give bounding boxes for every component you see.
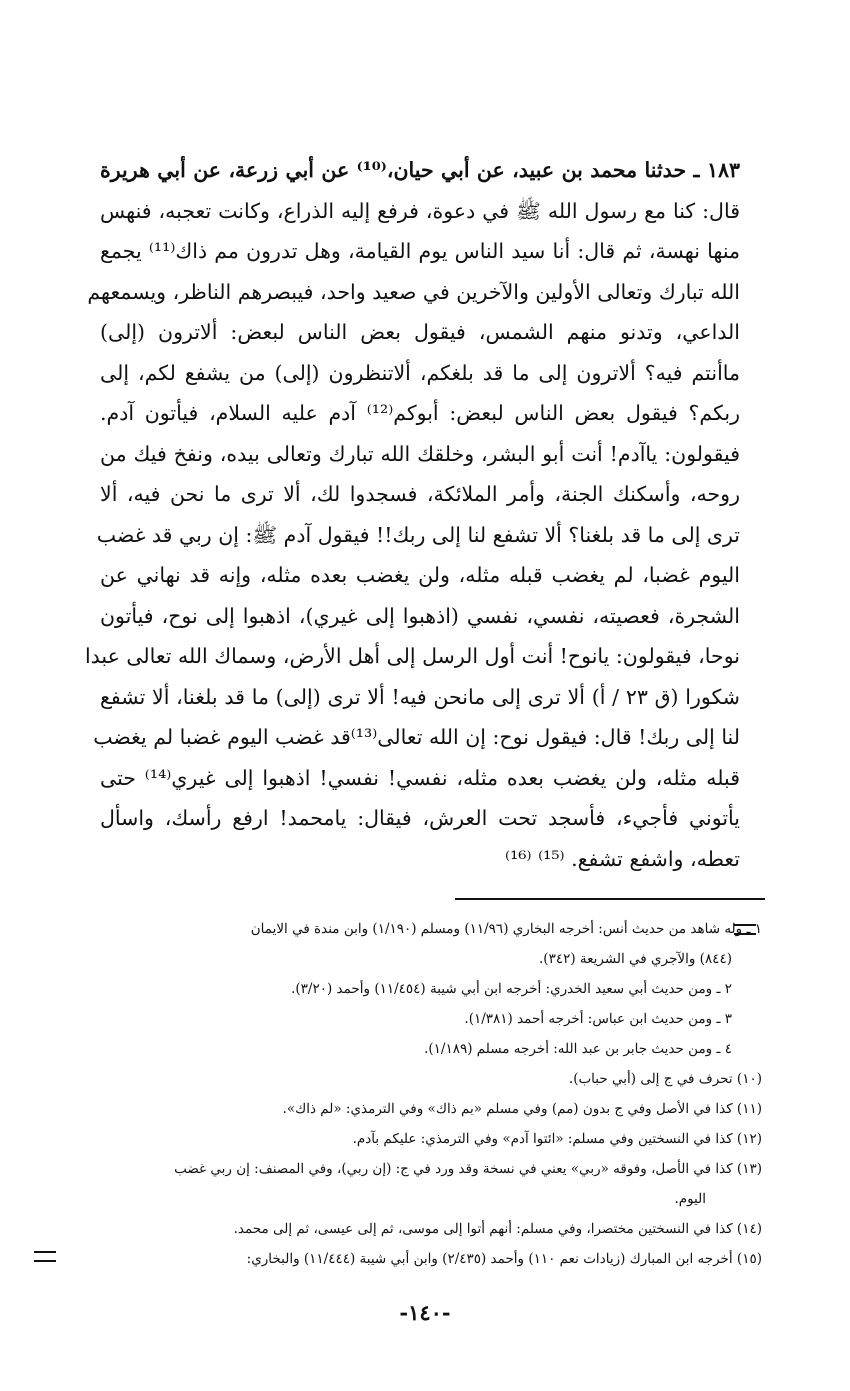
text-line: يأتوني فأجيء، فأسجد تحت العرش، فيقال: يامحمد! ارفع رأسك، واسأل [100,806,740,830]
footnote-line: ١ ـ وله شاهد من حديث أنس: أخرجه البخاري (١١/٩٦) ومسلم (١/١٩٠) وابن مندة في الايمان [250,921,762,937]
footnote-line: (١٠) تحرف في ج إلى (أبي حباب). [568,1071,762,1087]
page-number: -١٤٠- [399,1300,451,1325]
hadith-text [84,150,740,879]
text-line: شكورا (ق ٢٣ / أ) ألا ترى إلى مانحن فيه! ألا ترى (إلى) ما قد بلغنا، ألا تشفع [100,684,740,709]
text-line: الداعي، وتدنو منهم الشمس، فيقول بعض الناس لبعض: ألاترون (إلى) [100,320,740,344]
footnote-line: (١٢) كذا في النسختين وفي مسلم: «ائتوا آدم» وفي الترمذي: عليكم بآدم. [352,1131,762,1147]
footnote-line: (١٣) كذا في الأصل، وفوقه «ربي» يعني في نسخة وقد ورد في ج: (إن ربي)، وفي المصنف: إن ربي غضب [174,1161,762,1177]
text-line: الشجرة، فعصيته، نفسي، نفسي (اذهبوا إلى غيري)، اذهبوا إلى نوح، فيأتون [100,603,740,628]
footnote-line: ٣ ـ ومن حديث ابن عباس: أخرجه أحمد (١/٣٨١). [464,1011,732,1027]
footnote-line: (١٥) أخرجه ابن المبارك (زيادات نعم ١١٠) وأحمد (٢/٤٣٥) وابن أبي شيبة (١١/٤٤٤) والبخاري: [246,1251,762,1267]
text-line: ترى إلى ما قد بلغنا؟ ألا تشفع لنا إلى ربك!! فيقول آدم ﷺ: إن ربي قد غضب [96,522,740,547]
text-line: ربكم؟ فيقول بعض الناس لبعض: أبوكم⁽¹²⁾ آدم عليه السلام، فيأتون آدم. [100,401,740,425]
footnote-line: ٤ ـ ومن حديث جابر بن عبد الله: أخرجه مسلم (١/١٨٩). [424,1041,732,1057]
text-line: قبله مثله، ولن يغضب بعده مثله، نفسي! نفسي! اذهبوا إلى غيري⁽¹⁴⁾ حتى [100,765,740,790]
text-line: منها نهسة، ثم قال: أنا سيد الناس يوم القيامة، وهل تدرون مم ذاك⁽¹¹⁾ يجمع [100,239,740,263]
footnote-line: اليوم. [674,1191,706,1207]
text-line: روحه، وأسكنك الجنة، وأمر الملائكة، فسجدوا لك، ألا ترى ما نحن فيه، ألا [100,482,740,506]
footnote-separator [455,898,765,900]
text-line: فيقولون: ياآدم! أنت أبو البشر، وخلقك الله تبارك وتعالى بيده، ونفخ فيك من [100,441,740,466]
text-line: اليوم غضبا، لم يغضب قبله مثله، ولن يغضب بعده مثله، وإنه قد نهاني عن [100,563,740,587]
footnote-line: (٨٤٤) والآجري في الشريعة (٣٤٢). [539,951,732,967]
text-line: نوحا، فيقولون: يانوح! أنت أول الرسل إلى أهل الأرض، وسماك الله تعالى عبدا [84,644,740,668]
text-line: ١٨٣ ـ حدثنا محمد بن عبيد، عن أبي حيان،⁽¹⁰⁾ عن أبي زرعة، عن أبي هريرة [100,158,740,182]
footnote-line: (١١) كذا في الأصل وفي ج بدون (مم) وفي مسلم «بم ذاك» وفي الترمذي: «لم ذاك». [282,1101,762,1117]
text-line: لنا إلى ربك! قال: فيقول نوح: إن الله تعالى⁽¹³⁾قد غضب اليوم غضبا لم يغضب [93,725,740,749]
text-line: الله تبارك وتعالى الأولين والآخرين في صعيد واحد، فيبصرهم الناظر، ويسمعهم [87,279,740,304]
continuation-mark-icon [34,1251,56,1262]
footnotes [92,914,762,1274]
footnote-line: ٢ ـ ومن حديث أبي سعيد الخدري: أخرجه ابن أبي شيبة (١١/٤٥٤) وأحمد (٣/٢٠). [291,981,732,997]
footnote-line: (١٤) كذا في النسختين مختصرا، وفي مسلم: أنهم أتوا إلى موسى، ثم إلى عيسى، ثم إلى محمد. [233,1221,762,1237]
text-line: تعطه، واشفع تشفع. ⁽¹⁵⁾ ⁽¹⁶⁾ [505,846,740,871]
text-line: ماأنتم فيه؟ ألاترون إلى ما قد بلغكم، ألاتنظرون (إلى) من يشفع لكم، إلى [100,360,740,385]
text-line: قال: كنا مع رسول الله ﷺ في دعوة، فرفع إليه الذراع، وكانت تعجبه، فنهس [100,198,740,223]
